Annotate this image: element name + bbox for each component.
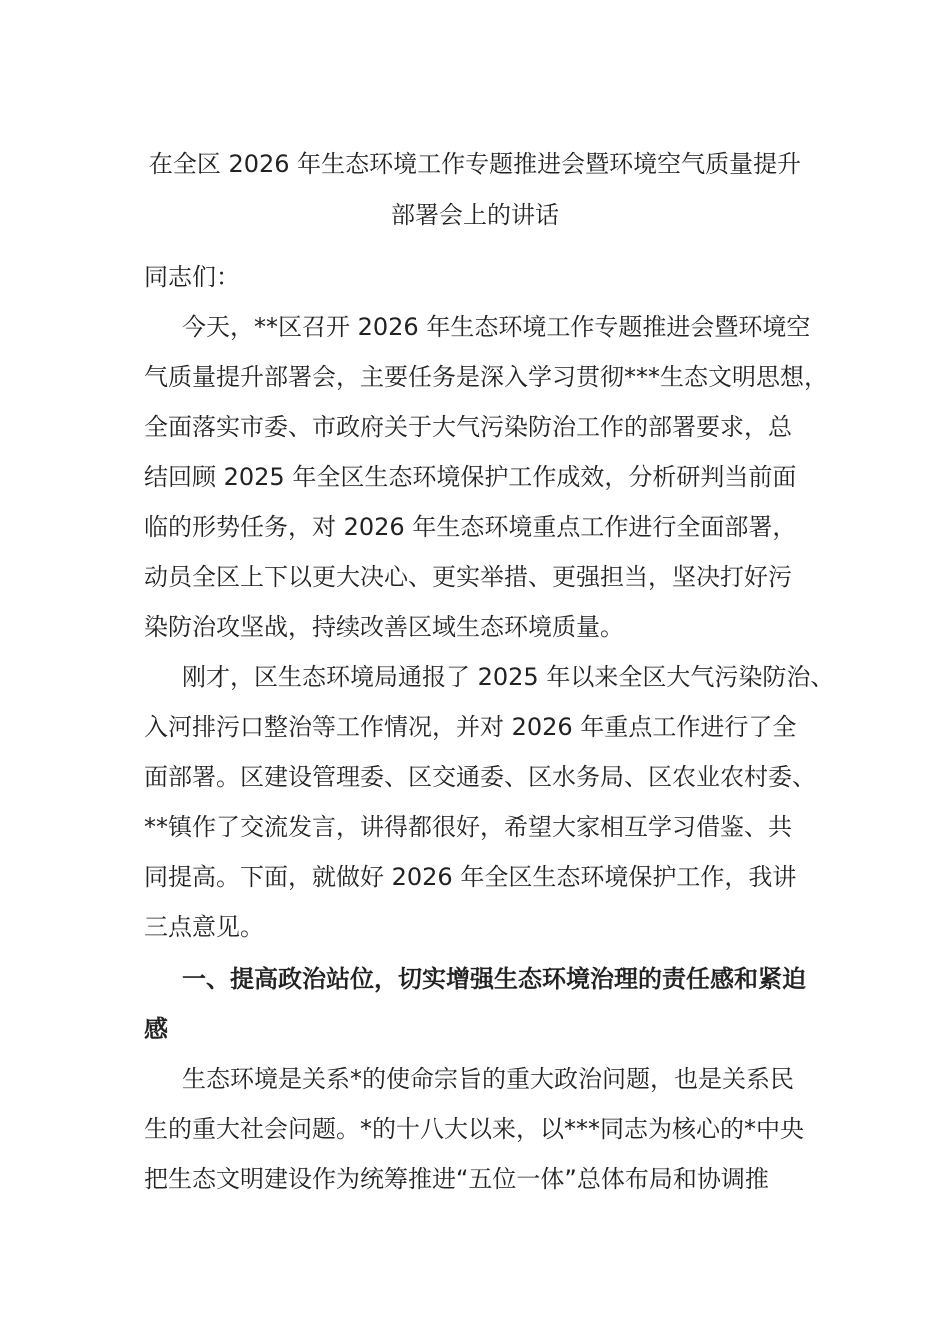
paragraph-1-line: 染防治攻坚战，持续改善区域生态环境质量。 — [144, 613, 624, 641]
document-title-line-2: 部署会上的讲话 — [391, 201, 559, 229]
paragraph-1-line: 气质量提升部署会，主要任务是深入学习贯彻***生态文明思想， — [144, 363, 828, 391]
salutation: 同志们： — [144, 263, 240, 291]
paragraph-2-line: 面部署。区建设管理委、区交通委、区水务局、区农业农村委、 — [144, 763, 816, 791]
paragraph-2-line: **镇作了交流发言，讲得都很好，希望大家相互学习借鉴、共 — [144, 813, 792, 841]
paragraph-1-line: 结回顾 2025 年全区生态环境保护工作成效，分析研判当前面 — [144, 463, 797, 491]
paragraph-2-line: 入河排污口整治等工作情况，并对 2026 年重点工作进行了全 — [144, 713, 797, 741]
paragraph-3-line: 把生态文明建设作为统筹推进“五位一体”总体布局和协调推 — [144, 1165, 769, 1193]
paragraph-3-line: 生的重大社会问题。*的十八大以来，以***同志为核心的*中央 — [144, 1115, 804, 1143]
paragraph-1-line: 动员全区上下以更大决心、更实举措、更强担当，坚决打好污 — [144, 563, 792, 591]
paragraph-1-line: 临的形势任务，对 2026 年生态环境重点工作进行全面部署， — [144, 513, 797, 541]
paragraph-2-line: 刚才，区生态环境局通报了 2025 年以来全区大气污染防治、 — [182, 663, 835, 691]
paragraph-3-line: 生态环境是关系*的使命宗旨的重大政治问题，也是关系民 — [182, 1065, 794, 1093]
paragraph-1-line: 今天，**区召开 2026 年生态环境工作专题推进会暨环境空 — [182, 313, 811, 341]
section-heading-line: 一、提高政治站位，切实增强生态环境治理的责任感和紧迫 — [182, 965, 806, 993]
paragraph-2-line: 同提高。下面，就做好 2026 年全区生态环境保护工作，我讲 — [144, 863, 797, 891]
document-title-line-1: 在全区 2026 年生态环境工作专题推进会暨环境空气质量提升 — [148, 150, 802, 178]
paragraph-1-line: 全面落实市委、市政府关于大气污染防治工作的部署要求，总 — [144, 413, 792, 441]
section-heading-line: 感 — [144, 1015, 168, 1043]
paragraph-2-line: 三点意见。 — [144, 913, 264, 941]
